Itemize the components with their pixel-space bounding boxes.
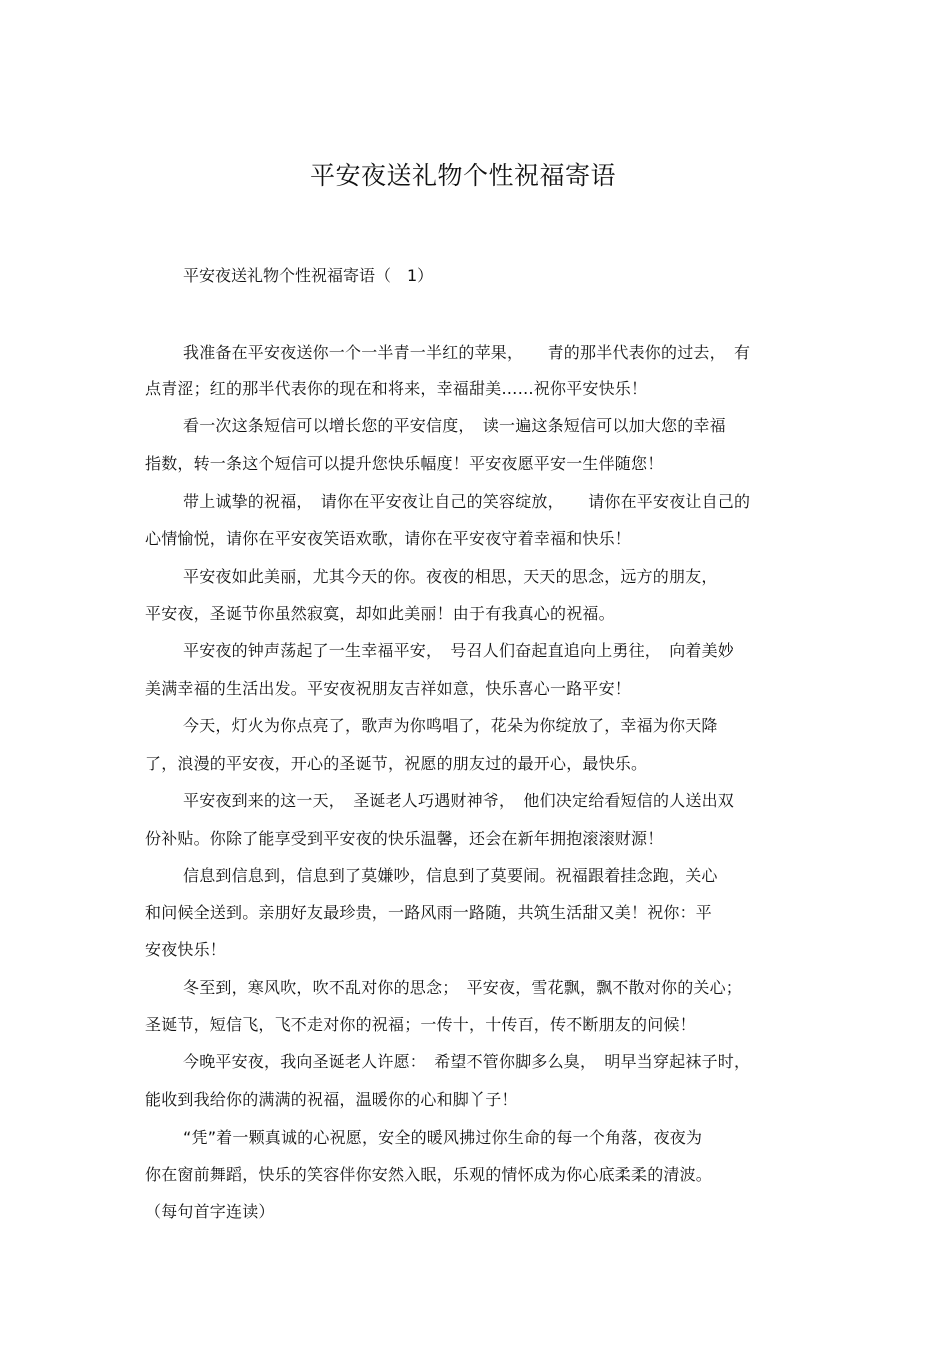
paragraph-line: 看一次这条短信可以增长您的平安信度， 读一遍这条短信可以加大您的幸福 [183,416,726,435]
paragraph-line: 今晚平安夜，我向圣诞老人许愿： 希望不管你脚多么臭， 明早当穿起袜子时， [183,1052,751,1071]
paragraph-line: 指数，转一条这个短信可以提升您快乐幅度！平安夜愿平安一生伴随您！ [145,454,664,473]
paragraph-line: （每句首字连读） [145,1202,275,1221]
paragraph-line: 平安夜，圣诞节你虽然寂寞，却如此美丽！由于有我真心的祝福。 [145,604,615,623]
paragraph-line: 带上诚挚的祝福， 请你在平安夜让自己的笑容绽放， 请你在平安夜让自己的 [183,492,751,511]
paragraph-line: 份补贴。你除了能享受到平安夜的快乐温馨，还会在新年拥抱滚滚财源！ [145,829,664,848]
paragraph-line: 美满幸福的生活出发。平安夜祝朋友吉祥如意，快乐喜心一路平安！ [145,679,632,698]
paragraph-line: 你在窗前舞蹈，快乐的笑容伴你安然入眠，乐观的情怀成为你心底柔柔的清波。 [145,1165,713,1184]
page-title: 平安夜送礼物个性祝福寄语 [309,161,616,190]
paragraph-line: 了，浪漫的平安夜，开心的圣诞节，祝愿的朋友过的最开心，最快乐。 [145,754,648,773]
paragraph-line: “凭”着一颗真诚的心祝愿，安全的暖风拂过你生命的每一个角落，夜夜为 [183,1128,703,1147]
paragraph-line: 冬至到，寒风吹，吹不乱对你的思念； 平安夜，雪花飘，飘不散对你的关心； [183,978,743,997]
paragraph-line: 平安夜如此美丽，尤其今天的你。夜夜的相思，天天的思念，远方的朋友， [183,567,718,586]
paragraph-line: 安夜快乐！ [145,940,227,959]
paragraph-line: 我准备在平安夜送你一个一半青一半红的苹果， 青的那半代表你的过去， 有 [183,343,751,362]
paragraph-line: 信息到信息到，信息到了莫嫌吵，信息到了莫要闹。祝福跟着挂念跑，关心 [183,866,718,885]
paragraph-line: 今天，灯火为你点亮了，歌声为你鸣唱了，花朵为你绽放了，幸福为你天降 [183,716,718,735]
paragraph-line: 平安夜的钟声荡起了一生幸福平安， 号召人们奋起直追向上勇往， 向着美妙 [183,641,735,660]
paragraph-line: 圣诞节，短信飞，飞不走对你的祝福；一传十，十传百，传不断朋友的问候！ [145,1015,696,1034]
paragraph-line: 能收到我给你的满满的祝福，温暖你的心和脚丫子！ [145,1090,518,1109]
paragraph-line: 平安夜到来的这一天， 圣诞老人巧遇财神爷， 他们决定给看短信的人送出双 [183,791,735,810]
paragraph-line: 和问候全送到。亲朋好友最珍贵，一路风雨一路随，共筑生活甜又美！祝你：平 [145,903,713,922]
paragraph-line: 心情愉悦，请你在平安夜笑语欢歌，请你在平安夜守着幸福和快乐！ [145,529,632,548]
section-heading: 平安夜送礼物个性祝福寄语（ 1） [183,266,434,285]
paragraph-line: 点青涩；红的那半代表你的现在和将来，幸福甜美……祝你平安快乐！ [145,379,648,398]
